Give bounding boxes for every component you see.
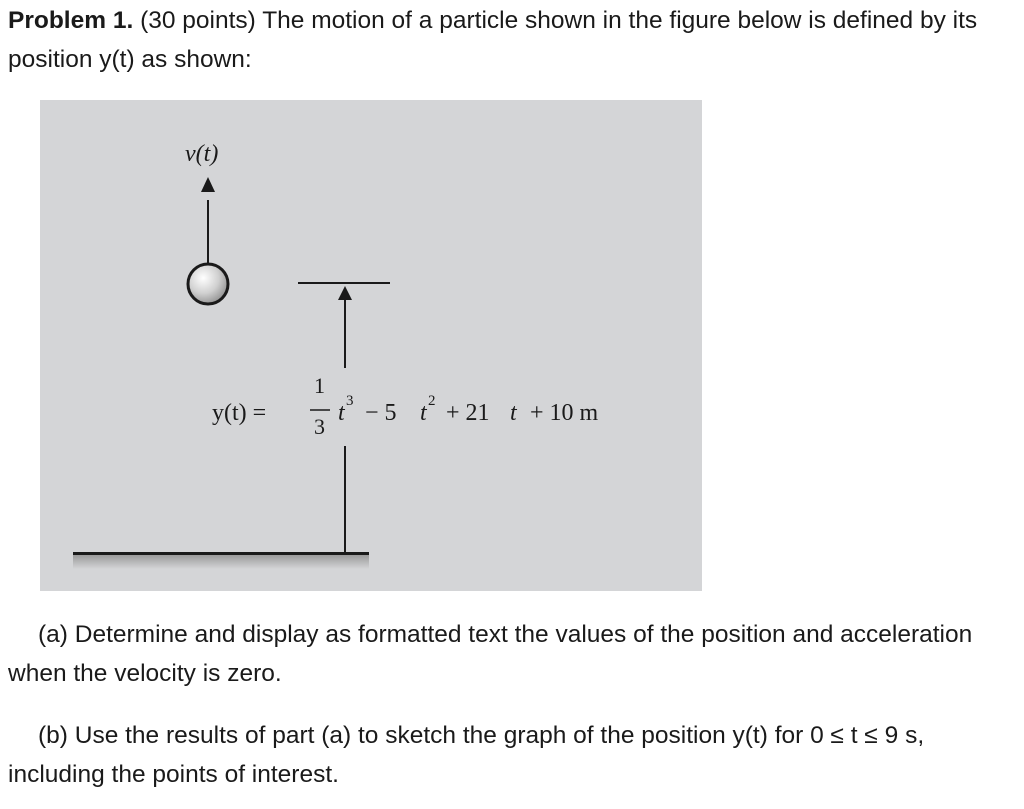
- equation-lhs: y(t) =: [212, 400, 267, 426]
- fraction-numerator: 1: [314, 373, 325, 398]
- part-b-text: (b) Use the results of part (a) to sketch the graph of the position y(t) for 0 ≤ t ≤ 9 s, including the points of interest.: [8, 722, 925, 788]
- minus-5-term: − 5: [365, 400, 397, 426]
- t-linear: t: [510, 400, 517, 426]
- problem-intro-text: (30 points) The motion of a particle shown in the figure below is defined by its position y(t) as shown:: [8, 7, 978, 73]
- t-cubed-base: t: [338, 400, 345, 426]
- position-arrowhead: [338, 286, 352, 300]
- part-a-text: (a) Determine and display as formatted text the values of the position and acceleration when the velocity is zero.: [8, 621, 973, 687]
- plus-10m-term: + 10 m: [530, 400, 599, 426]
- ground-shading: [73, 555, 369, 569]
- velocity-label: v(t): [185, 141, 219, 167]
- figure-drawing: [40, 100, 702, 591]
- t-cubed-exponent: 3: [346, 393, 354, 409]
- velocity-arrowhead: [201, 177, 215, 192]
- particle-figure: [40, 100, 702, 591]
- ground-line: [73, 552, 369, 555]
- plus-21-term: + 21: [446, 400, 490, 426]
- particle-ball: [188, 264, 228, 304]
- problem-heading: Problem 1.: [8, 7, 134, 34]
- t-squared-exponent: 2: [428, 393, 436, 409]
- t-squared-base: t: [420, 400, 427, 426]
- fraction-denominator: 3: [314, 414, 325, 439]
- position-equation: [212, 373, 599, 439]
- problem-statement: [8, 1, 1012, 79]
